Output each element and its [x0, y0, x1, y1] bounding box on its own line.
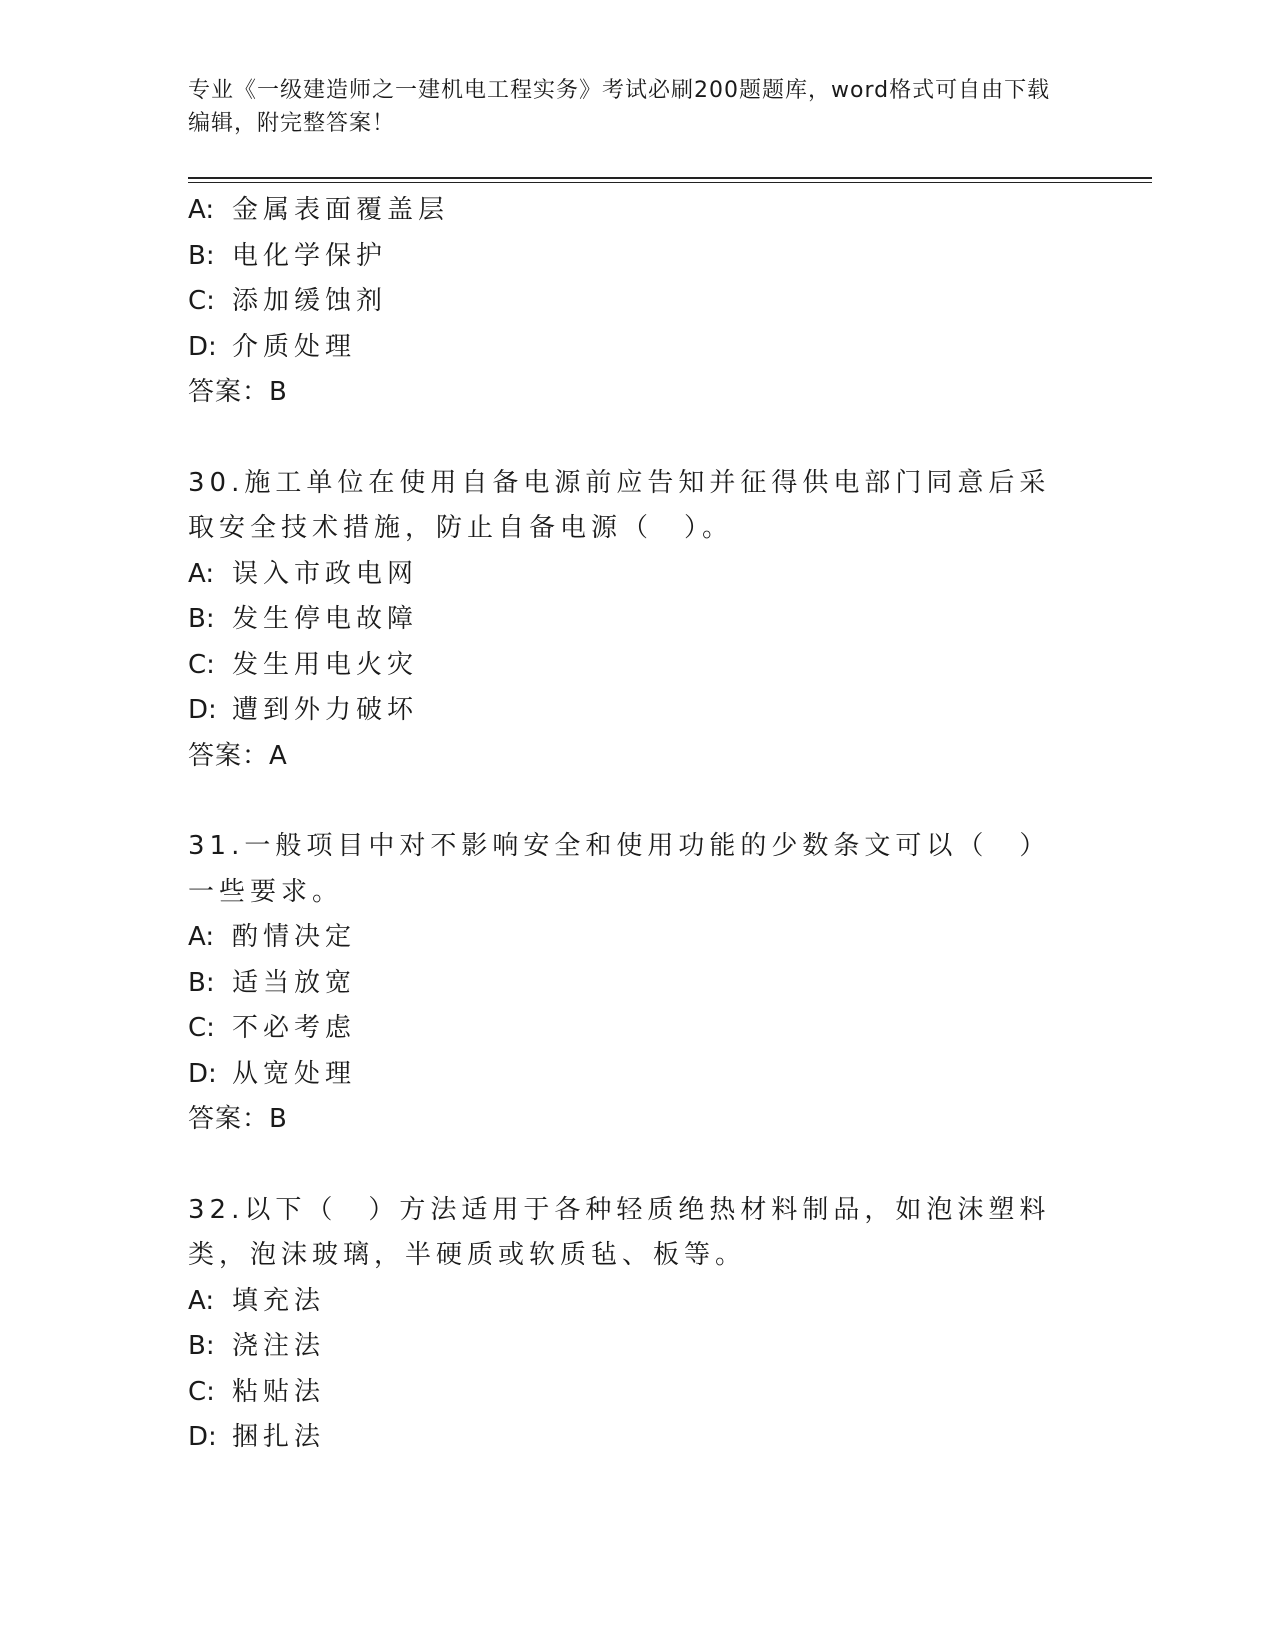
option-a: A: 填充法 [188, 1285, 326, 1316]
question-stem: 31.一般项目中对不影响安全和使用功能的少数条文可以（ ）一些要求。 [188, 831, 1051, 907]
question-block-30 [188, 461, 1068, 780]
option-b: B: 发生停电故障 [188, 604, 419, 634]
document-header: 专业《一级建造师之一建机电工程实务》考试必刷200题题库，word格式可自由下载编辑，附完整答案！ [188, 78, 1051, 136]
option-d: D: 介质处理 [188, 331, 357, 362]
header-rule-thin [188, 182, 1152, 183]
answer-line: 答案：B [188, 377, 288, 407]
option-b: B: 电化学保护 [188, 240, 388, 271]
option-c: C: 不必考虑 [188, 1013, 357, 1043]
answer-line: 答案：A [188, 740, 288, 771]
option-c: C: 添加缓蚀剂 [188, 286, 388, 316]
option-c: C: 粘贴法 [188, 1376, 326, 1407]
option-a: A: 误入市政电网 [188, 558, 419, 589]
question-stem: 32.以下（ ）方法适用于各种轻质绝热材料制品，如泡沫塑料类，泡沫玻璃，半硬质或软质毡、板等。 [188, 1194, 1051, 1270]
question-block-32 [188, 1188, 1068, 1461]
question-block-31 [188, 824, 1068, 1143]
question-block-prev [188, 188, 1068, 416]
answer-line: 答案：B [188, 1104, 288, 1134]
option-a: A: 酌情决定 [188, 922, 357, 952]
option-b: B: 浇注法 [188, 1331, 326, 1361]
question-list [188, 188, 1068, 1461]
option-d: D: 遭到外力破坏 [188, 695, 419, 725]
question-stem: 30.施工单位在使用自备电源前应告知并征得供电部门同意后采取安全技术措施，防止自备电源（ ）。 [188, 467, 1051, 543]
header-rule-thick [188, 177, 1152, 179]
option-a: A: 金属表面覆盖层 [188, 195, 450, 225]
option-c: C: 发生用电火灾 [188, 649, 419, 680]
option-d: D: 从宽处理 [188, 1058, 357, 1089]
option-d: D: 捆扎法 [188, 1422, 326, 1452]
option-b: B: 适当放宽 [188, 967, 357, 998]
